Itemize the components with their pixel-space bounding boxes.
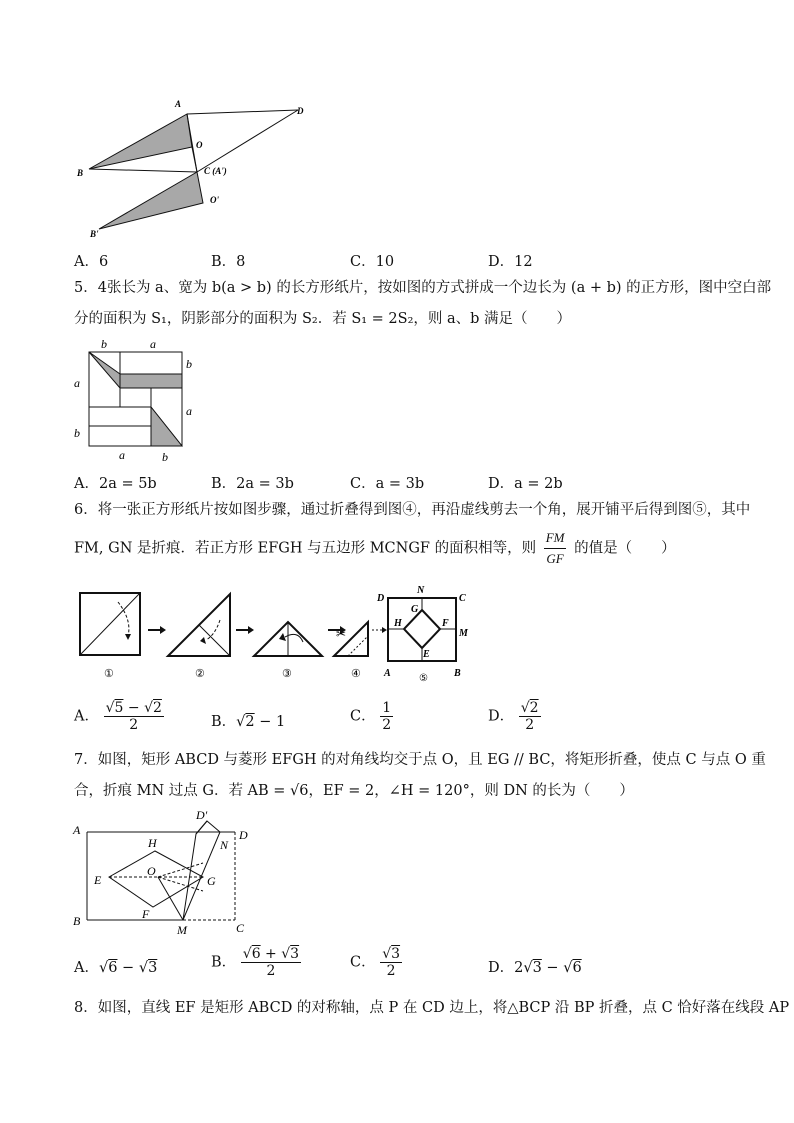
q7-stem-line2: 合，折痕 MN 过点 G．若 AB = √6，EF = 2，∠H = 120°，则 DN 的长为（ ） (74, 783, 634, 799)
q4-label-O-prime: O' (210, 195, 219, 205)
q4-label-B-prime: B' (90, 229, 99, 239)
q5-figure (65, 335, 205, 465)
q6-step-label-1: ① (104, 668, 114, 680)
q6-step-label-2: ② (195, 668, 205, 680)
q6-label-D: D (377, 593, 385, 604)
q7-label-E: E (94, 873, 102, 887)
q6-label-B: B (454, 668, 461, 679)
q5-label-top-b: b (101, 337, 107, 351)
q7-label-M: M (177, 923, 187, 937)
q7-option-a[interactable]: A．√6 − √3 (74, 960, 158, 976)
q7-figure (65, 805, 265, 940)
q6-ratio-denominator: GF (546, 551, 564, 566)
q6-option-c[interactable]: C． $\frac{1}{2}$ (350, 700, 392, 733)
q4-option-a[interactable]: A．6 (74, 254, 109, 270)
q7-label-F: F (142, 907, 150, 921)
q7-label-D: D (239, 828, 248, 842)
svg-text:✂: ✂ (336, 627, 347, 641)
q6-option-d[interactable]: D． $\frac{√2}{2}$ (488, 700, 539, 733)
q6-stem-line2-pre: FM, GN 是折痕．若正方形 EFGH 与五边形 MCNGF 的面积相等，则 (74, 540, 537, 557)
q6-step-label-5: ⑤ (419, 673, 428, 684)
q7-label-N: N (220, 838, 229, 852)
q4-label-D: D (297, 106, 304, 116)
q5-option-c[interactable]: C．a = 3b (350, 476, 425, 492)
q7-label-A: A (73, 823, 81, 837)
q5-label-right-a: a (186, 404, 192, 418)
q7-option-b[interactable]: B． $\frac{√6 + √3}{2}$ (211, 946, 300, 979)
q5-option-b[interactable]: B．2a = 3b (211, 476, 294, 492)
q7-stem-line1: 7．如图，矩形 ABCD 与菱形 EFGH 的对角线均交于点 O，且 EG // BC，将矩形折叠，使点 C 与点 O 重 (74, 752, 766, 768)
q5-label-left-b: b (74, 426, 80, 440)
q6-step-label-4: ④ (351, 668, 361, 680)
q8-stem-line1: 8．如图，直线 EF 是矩形 ABCD 的对称轴，点 P 在 CD 边上，将△BCP 沿 BP 折叠，点 C 恰好落在线段 AP (74, 1000, 790, 1016)
q6-label-C: C (459, 593, 466, 604)
q7-option-c[interactable]: C． $\frac{√3}{2}$ (350, 946, 401, 979)
q5-stem-line1: 5．4张长为 a、宽为 b(a > b) 的长方形纸片，按如图的方式拼成一个边长为 (a + b) 的正方形，图中空白部 (74, 280, 772, 296)
q6-option-a[interactable]: A． $\frac{√5 - √2}{2}$ (74, 700, 162, 733)
q6-stem-line1: 6．将一张正方形纸片按如图步骤，通过折叠得到图④，再沿虚线剪去一个角，展开铺平后得到图⑤，其中 (74, 502, 751, 518)
q4-option-d[interactable]: D．12 (488, 254, 533, 270)
q5-label-bottom-b: b (162, 450, 168, 464)
q5-label-right-b: b (186, 357, 192, 371)
q4-option-b[interactable]: B．8 (211, 254, 246, 270)
q5-option-d[interactable]: D．a = 2b (488, 476, 563, 492)
q6-option-b[interactable]: B．√2 − 1 (211, 714, 286, 730)
q6-label-E: E (423, 649, 430, 660)
q6-step-label-3: ③ (282, 668, 292, 680)
q7-label-O: O (147, 864, 156, 878)
q4-option-c[interactable]: C．10 (350, 254, 395, 270)
q6-ratio-fraction (544, 528, 567, 569)
q6-stem-line2-post: 的值是（ ） (574, 540, 676, 557)
q5-stem-line2: 分的面积为 S₁，阴影部分的面积为 S₂．若 S₁ = 2S₂，则 a、b 满足（ ） (74, 311, 572, 327)
q6-stem-line2 (74, 528, 676, 569)
q7-label-C: C (236, 921, 245, 935)
q4-label-A: A (175, 99, 182, 109)
q4-label-C: C (A') (204, 166, 227, 176)
q6-label-F: F (442, 618, 449, 629)
q7-label-G: G (207, 874, 216, 888)
q5-label-top-a: a (150, 337, 156, 351)
q4-figure (70, 95, 320, 240)
q7-option-d[interactable]: D．2√3 − √6 (488, 960, 582, 976)
q7-label-D-prime: D' (196, 808, 208, 822)
q4-label-O: O (196, 140, 203, 150)
q7-label-H: H (148, 836, 157, 850)
q4-label-B: B (77, 168, 84, 178)
q5-label-left-a: a (74, 376, 80, 390)
q6-label-G: G (411, 604, 419, 615)
q6-steps-figure (70, 580, 490, 685)
q6-label-N: N (417, 585, 425, 596)
q6-ratio-numerator: FM (544, 528, 567, 549)
q5-label-bottom-a: a (119, 448, 125, 462)
q6-label-A: A (384, 668, 391, 679)
q6-label-H: H (394, 618, 402, 629)
q5-option-a[interactable]: A．2a = 5b (74, 476, 157, 492)
q7-label-B: B (73, 914, 81, 928)
q6-label-M: M (459, 628, 468, 639)
